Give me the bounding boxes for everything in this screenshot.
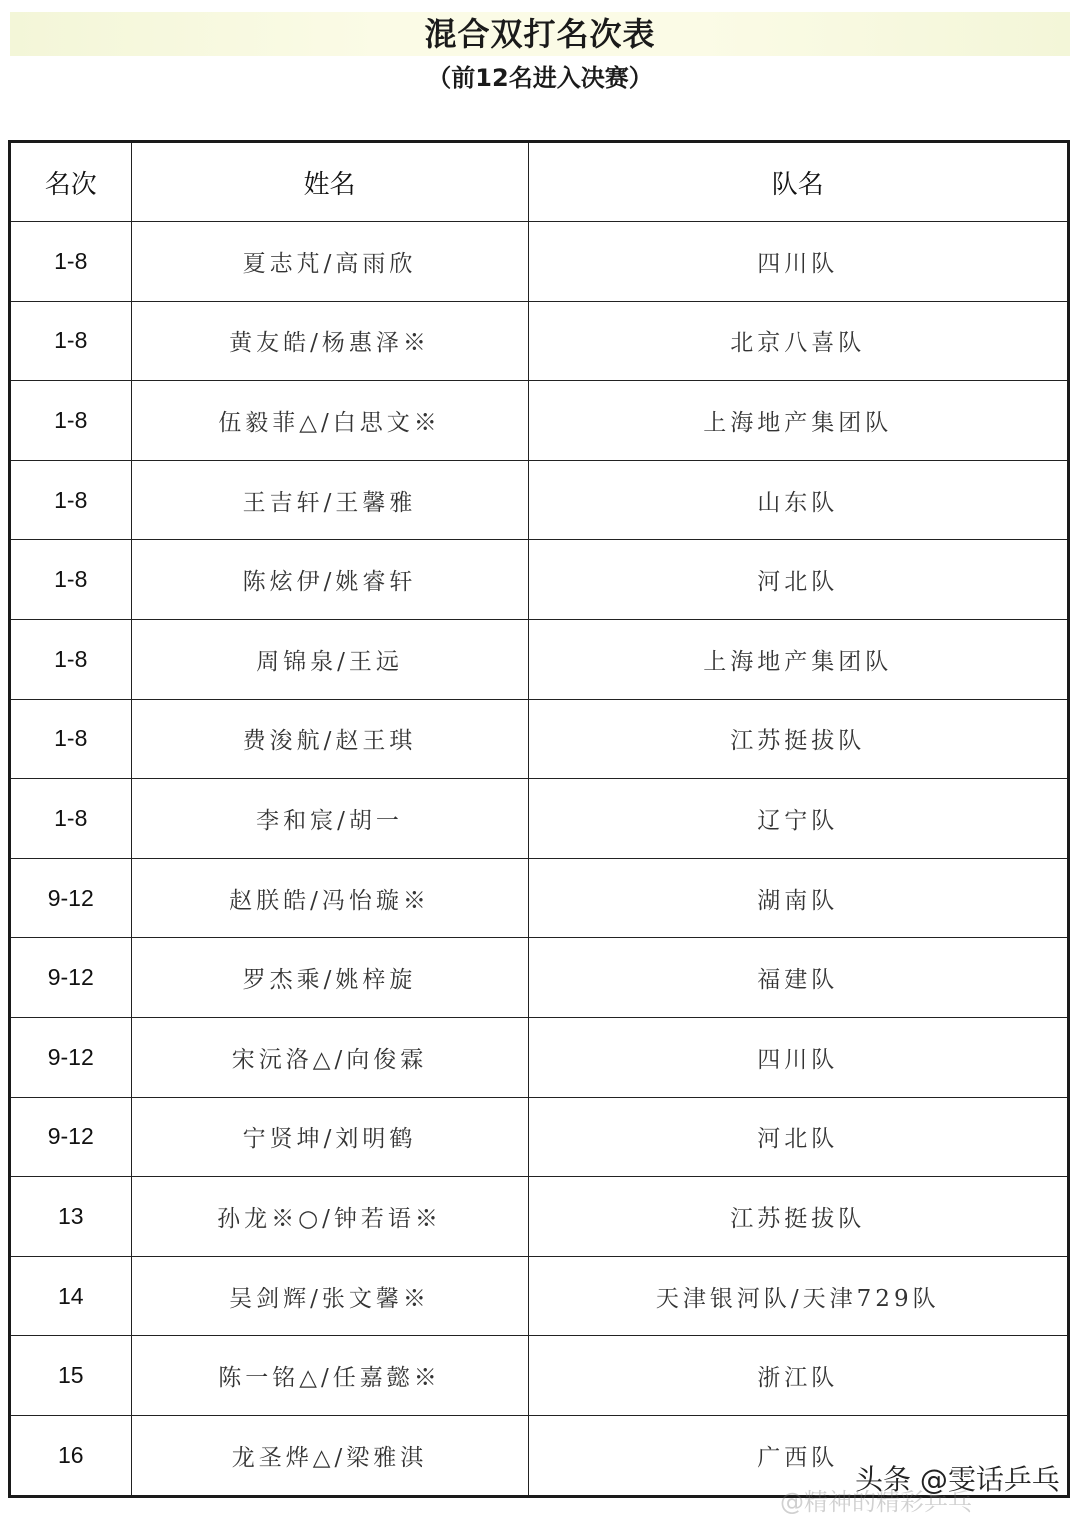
- rank-cell: 13: [11, 1177, 131, 1257]
- team-cell: 福建队: [528, 938, 1067, 1018]
- table-row: [11, 1177, 1067, 1257]
- name-cell: 孙龙※○/钟若语※: [131, 1177, 528, 1257]
- table-body: [11, 222, 1067, 1495]
- team-cell: 江苏挺拔队: [528, 699, 1067, 779]
- ranking-table-wrapper: [8, 140, 1070, 1498]
- rank-cell: 1-8: [11, 460, 131, 540]
- name-cell: 罗杰乘/姚梓旋: [131, 938, 528, 1018]
- table-row: [11, 858, 1067, 938]
- name-cell: 李和宸/胡一: [131, 779, 528, 859]
- team-cell: 辽宁队: [528, 779, 1067, 859]
- team-cell: 上海地产集团队: [528, 381, 1067, 461]
- header-rank: 名次: [11, 143, 131, 222]
- table-row: [11, 1017, 1067, 1097]
- table-row: [11, 779, 1067, 859]
- rank-cell: 9-12: [11, 1097, 131, 1177]
- rank-cell: 1-8: [11, 779, 131, 859]
- page-subtitle: （前12名进入决赛）: [427, 64, 653, 92]
- table-row: [11, 619, 1067, 699]
- rank-cell: 9-12: [11, 1017, 131, 1097]
- rank-cell: 9-12: [11, 938, 131, 1018]
- rank-cell: 1-8: [11, 540, 131, 620]
- team-cell: 四川队: [528, 1017, 1067, 1097]
- header-team: 队名: [528, 143, 1067, 222]
- name-cell: 宋沅洛△/向俊霖: [131, 1017, 528, 1097]
- team-cell: 湖南队: [528, 858, 1067, 938]
- rank-cell: 1-8: [11, 699, 131, 779]
- rank-cell: 1-8: [11, 619, 131, 699]
- team-cell: 河北队: [528, 1097, 1067, 1177]
- table-row: [11, 381, 1067, 461]
- name-cell: 费浚航/赵王琪: [131, 699, 528, 779]
- team-cell: 河北队: [528, 540, 1067, 620]
- team-cell: 北京八喜队: [528, 301, 1067, 381]
- table-row: [11, 1256, 1067, 1336]
- table-row: [11, 460, 1067, 540]
- team-cell: 四川队: [528, 222, 1067, 302]
- table-row: [11, 938, 1067, 1018]
- table-row: [11, 540, 1067, 620]
- rank-cell: 1-8: [11, 222, 131, 302]
- name-cell: 黄友皓/杨惠泽※: [131, 301, 528, 381]
- table-row: [11, 222, 1067, 302]
- rank-cell: 14: [11, 1256, 131, 1336]
- team-cell: 广西队: [528, 1415, 1067, 1494]
- brand-watermark: 头条 @雯话乒乓: [855, 1463, 1060, 1496]
- name-cell: 龙圣烨△/梁雅淇: [131, 1415, 528, 1494]
- rank-cell: 1-8: [11, 301, 131, 381]
- name-cell: 赵朕皓/冯怡璇※: [131, 858, 528, 938]
- page-title: 混合双打名次表: [424, 15, 656, 53]
- table-row: [11, 699, 1067, 779]
- team-cell: 浙江队: [528, 1336, 1067, 1416]
- watermark-text: @精神的精彩乒乓: [780, 1488, 972, 1516]
- rank-cell: 16: [11, 1415, 131, 1494]
- rank-cell: 15: [11, 1336, 131, 1416]
- name-cell: 陈炫伊/姚睿轩: [131, 540, 528, 620]
- name-cell: 伍毅菲△/白思文※: [131, 381, 528, 461]
- team-cell: 山东队: [528, 460, 1067, 540]
- table-row: [11, 301, 1067, 381]
- name-cell: 宁贤坤/刘明鹤: [131, 1097, 528, 1177]
- name-cell: 吴剑辉/张文馨※: [131, 1256, 528, 1336]
- table-row: [11, 1097, 1067, 1177]
- name-cell: 陈一铭△/任嘉懿※: [131, 1336, 528, 1416]
- name-cell: 王吉轩/王馨雅: [131, 460, 528, 540]
- team-cell: 江苏挺拔队: [528, 1177, 1067, 1257]
- team-cell: 天津银河队/天津729队: [528, 1256, 1067, 1336]
- header-name: 姓名: [131, 143, 528, 222]
- ranking-table: [11, 143, 1067, 1495]
- name-cell: 夏志芃/高雨欣: [131, 222, 528, 302]
- table-row: [11, 1336, 1067, 1416]
- rank-cell: 1-8: [11, 381, 131, 461]
- team-cell: 上海地产集团队: [528, 619, 1067, 699]
- table-header-row: [11, 143, 1067, 222]
- name-cell: 周锦泉/王远: [131, 619, 528, 699]
- rank-cell: 9-12: [11, 858, 131, 938]
